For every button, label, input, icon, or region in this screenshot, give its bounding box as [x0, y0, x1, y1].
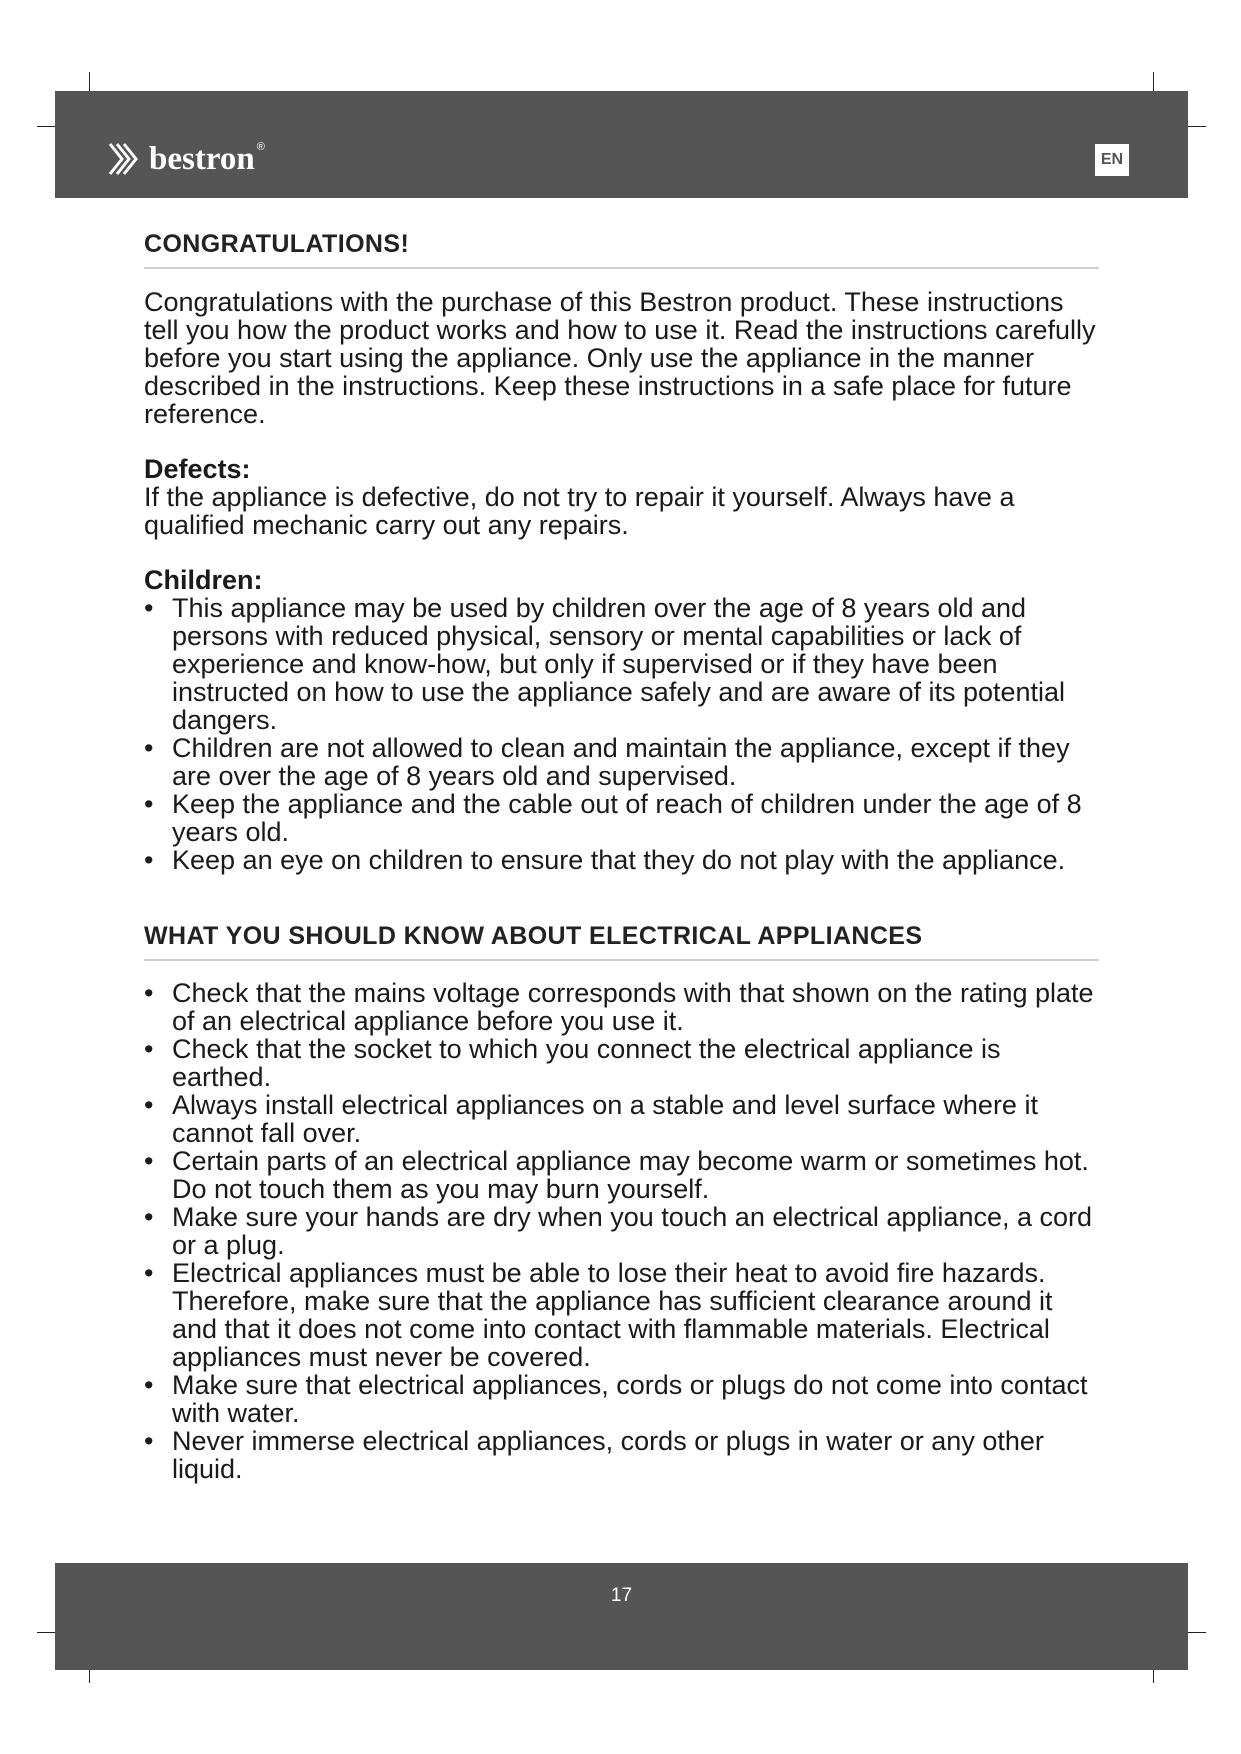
list-item: • Make sure your hands are dry when you touch an electrical appliance, a cord or a plug.: [144, 1202, 1093, 1260]
list-item: • Certain parts of an electrical appliance may become warm or sometimes hot. Do not touch them as you may burn yourself.: [144, 1146, 1089, 1204]
intro-paragraph: Congratulations with the purchase of this Bestron product. These instructions tell you how the product works and how to use it. Read the instructions carefully before you start using the appliance. Only use the appliance in the manner described in the instructions. Keep these instructions in a safe place for future reference.: [144, 287, 1096, 429]
defects-paragraph: If the appliance is defective, do not try to repair it yourself. Always have a qualified mechanic carry out any repairs.: [144, 482, 1015, 540]
list-item: • Children are not allowed to clean and maintain the appliance, except if they are over the age of 8 years old and supervised.: [144, 733, 1070, 791]
chevron-logo-icon: [107, 141, 143, 177]
list-item: • Keep an eye on children to ensure that they do not play with the appliance.: [144, 845, 1066, 875]
list-item: • Electrical appliances must be able to lose their heat to avoid fire hazards. Therefore, make sure that the appliance has sufficient clearance around it and that it does not come into contact with flammable materials. Electrical appliances must never be covered.: [144, 1258, 1053, 1372]
list-item: • Check that the mains voltage corresponds with that shown on the rating plate of an electrical appliance before you use it.: [144, 978, 1094, 1036]
brand-logo: [107, 141, 265, 177]
section-title-electrical: WHAT YOU SHOULD KNOW ABOUT ELECTRICAL APPLIANCES: [144, 922, 1099, 961]
page-number: 17: [610, 1585, 633, 1606]
list-item: • This appliance may be used by children over the age of 8 years old and persons with reduced physical, sensory or mental capabilities or lack of experience and know-how, but only if supervised or if they have been instructed on how to use the appliance safely and are aware of its potential dangers.: [144, 593, 1066, 735]
list-item: • Never immerse electrical appliances, cords or plugs in water or any other liquid.: [144, 1426, 1044, 1484]
children-list: [144, 594, 1104, 874]
list-item: • Keep the appliance and the cable out of reach of children under the age of 8 years old.: [144, 789, 1082, 847]
children-heading: Children:: [144, 565, 263, 595]
footer-band: [55, 1563, 1188, 1670]
list-item: • Always install electrical appliances on a stable and level surface where it cannot fall over.: [144, 1090, 1038, 1148]
list-item: • Make sure that electrical appliances, cords or plugs do not come into contact with water.: [144, 1370, 1088, 1428]
header-band: [55, 91, 1188, 198]
list-item: • Check that the socket to which you connect the electrical appliance is earthed.: [144, 1034, 1001, 1092]
brand-name: bestron: [149, 140, 255, 177]
registered-mark: ®: [256, 141, 265, 153]
electrical-list: [144, 979, 1104, 1483]
language-badge: EN: [1095, 144, 1129, 176]
defects-heading: Defects:: [144, 454, 251, 484]
section-title-congratulations: CONGRATULATIONS!: [144, 230, 1099, 269]
page-content: [144, 230, 1104, 1483]
